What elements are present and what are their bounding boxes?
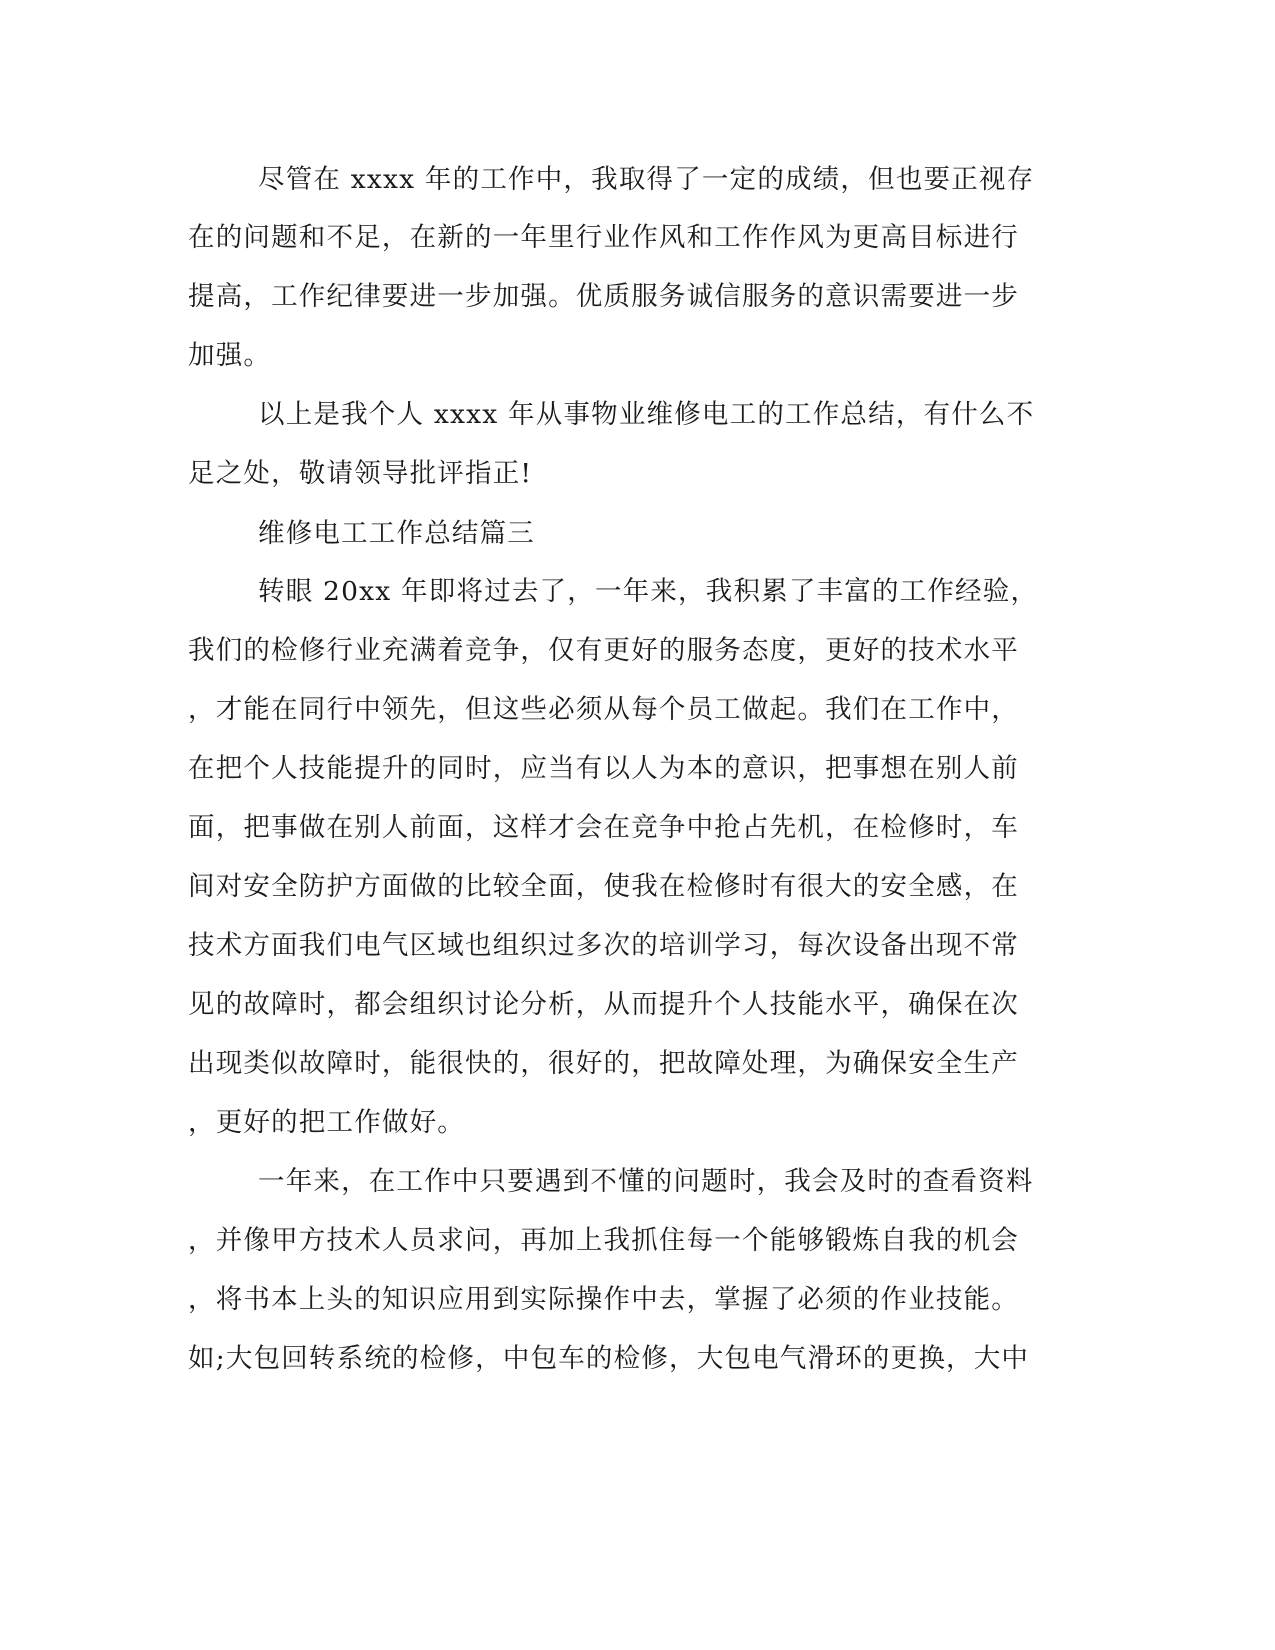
text-line: 出现类似故障时，能很快的，很好的，把故障处理，为确保安全生产 bbox=[188, 1048, 1019, 1079]
text-line: ，将书本上头的知识应用到实际操作中去，掌握了必须的作业技能。 bbox=[188, 1284, 1019, 1315]
text-line: 在的问题和不足，在新的一年里行业作风和工作作风为更高目标进行 bbox=[188, 222, 1019, 253]
text-line: 足之处，敬请领导批评指正! bbox=[188, 458, 533, 489]
text-line: 面，把事做在别人前面，这样才会在竞争中抢占先机，在检修时，车 bbox=[188, 812, 1019, 843]
text-line: ，更好的把工作做好。 bbox=[188, 1107, 465, 1138]
text-line: 间对安全防护方面做的比较全面，使我在检修时有很大的安全感，在 bbox=[188, 871, 1019, 902]
section-heading: 维修电工工作总结篇三 bbox=[258, 518, 535, 549]
text-line: 见的故障时，都会组织讨论分析，从而提升个人技能水平，确保在次 bbox=[188, 989, 1019, 1020]
text-line: ，才能在同行中领先，但这些必须从每个员工做起。我们在工作中， bbox=[188, 694, 1019, 725]
text-line: 提高，工作纪律要进一步加强。优质服务诚信服务的意识需要进一步 bbox=[188, 281, 1019, 312]
text-line: 技术方面我们电气区域也组织过多次的培训学习，每次设备出现不常 bbox=[188, 930, 1019, 961]
text-line: 如;大包回转系统的检修，中包车的检修，大包电气滑环的更换，大中 bbox=[188, 1343, 1030, 1374]
text-line: 转眼 20xx 年即将过去了，一年来，我积累了丰富的工作经验， bbox=[258, 576, 1039, 607]
text-line: 以上是我个人 xxxx 年从事物业维修电工的工作总结，有什么不 bbox=[258, 399, 1035, 430]
text-line: 我们的检修行业充满着竞争，仅有更好的服务态度，更好的技术水平 bbox=[188, 635, 1019, 666]
text-line: 一年来，在工作中只要遇到不懂的问题时，我会及时的查看资料 bbox=[258, 1166, 1034, 1197]
text-line: ，并像甲方技术人员求问，再加上我抓住每一个能够锻炼自我的机会 bbox=[188, 1225, 1019, 1256]
text-line: 在把个人技能提升的同时，应当有以人为本的意识，把事想在别人前 bbox=[188, 753, 1019, 784]
text-line: 加强。 bbox=[188, 340, 272, 371]
text-line: 尽管在 xxxx 年的工作中，我取得了一定的成绩，但也要正视存 bbox=[258, 164, 1035, 195]
